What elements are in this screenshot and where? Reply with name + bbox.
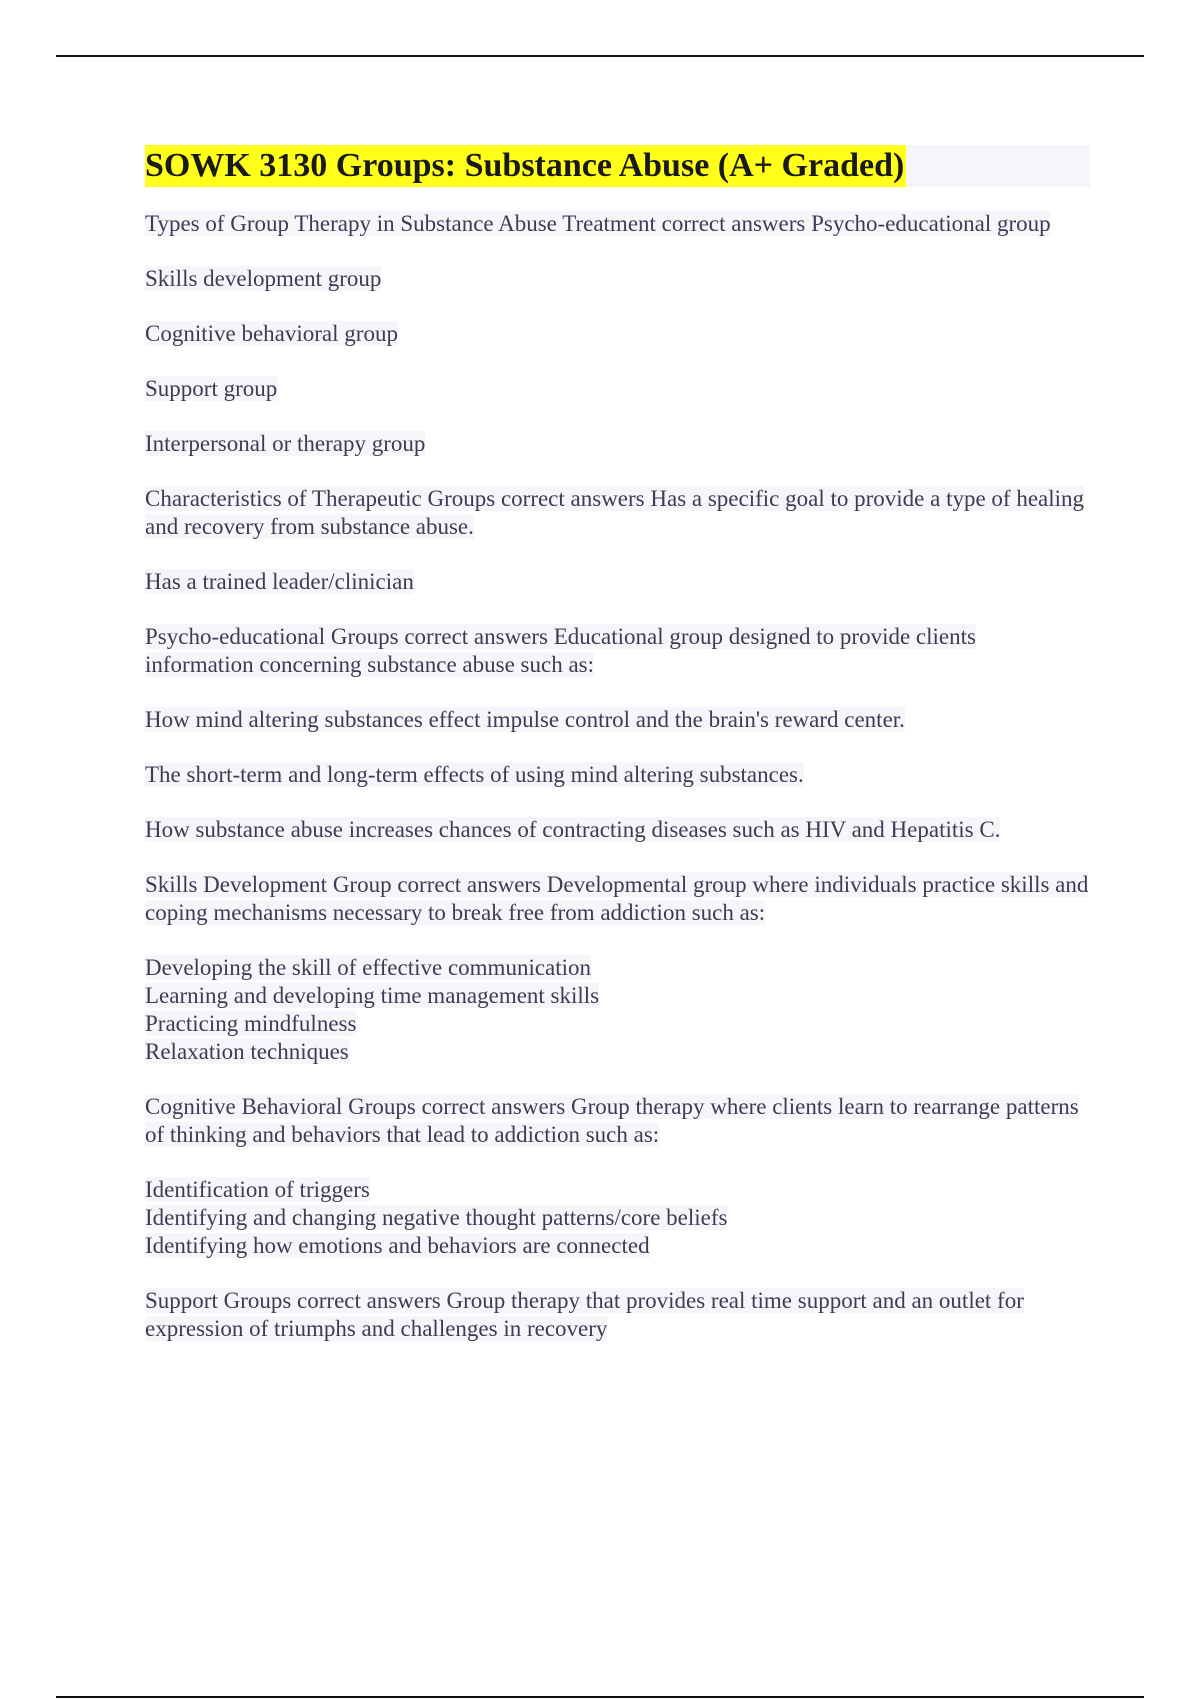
paragraph: Support group	[145, 376, 278, 401]
paragraph: Cognitive behavioral group	[145, 321, 398, 346]
skills-list	[145, 954, 1090, 1066]
paragraph: Types of Group Therapy in Substance Abuse Treatment correct answers Psycho-educational group	[145, 211, 1051, 236]
paragraph: How mind altering substances effect impulse control and the brain's reward center.	[145, 707, 905, 732]
document-title: SOWK 3130 Groups: Substance Abuse (A+ Graded)	[145, 145, 906, 187]
document-text	[145, 210, 1090, 1343]
paragraph: How substance abuse increases chances of contracting diseases such as HIV and Hepatitis C.	[145, 817, 1001, 842]
top-page-rule	[56, 55, 1144, 57]
paragraph: Skills development group	[145, 266, 382, 291]
paragraph: Characteristics of Therapeutic Groups correct answers Has a specific goal to provide a type of healing and recovery from substance abuse.	[145, 486, 1085, 539]
list-item: Learning and developing time management skills	[145, 983, 600, 1008]
paragraph: The short-term and long-term effects of using mind altering substances.	[145, 762, 804, 787]
paragraph: Interpersonal or therapy group	[145, 431, 426, 456]
list-item: Relaxation techniques	[145, 1039, 349, 1064]
document-body	[145, 145, 1090, 1370]
bottom-page-rule	[56, 1696, 1144, 1698]
list-item: Identification of triggers	[145, 1177, 370, 1202]
list-item: Practicing mindfulness	[145, 1011, 357, 1036]
list-item: Identifying and changing negative thought patterns/core beliefs	[145, 1205, 728, 1230]
cognitive-list	[145, 1176, 1090, 1260]
paragraph: Psycho-educational Groups correct answers Educational group designed to provide clients information concerning substance abuse such as:	[145, 624, 976, 677]
paragraph: Support Groups correct answers Group therapy that provides real time support and an outlet for expression of triumphs and challenges in recovery	[145, 1288, 1024, 1341]
paragraph: Skills Development Group correct answers Developmental group where individuals practice skills and coping mechanisms necessary to break free from addiction such as:	[145, 872, 1089, 925]
list-item: Developing the skill of effective communication	[145, 955, 592, 980]
paragraph: Has a trained leader/clinician	[145, 569, 414, 594]
list-item: Identifying how emotions and behaviors are connected	[145, 1233, 650, 1258]
paragraph: Cognitive Behavioral Groups correct answers Group therapy where clients learn to rearrange patterns of thinking and behaviors that lead to addiction such as:	[145, 1094, 1079, 1147]
title-band	[145, 145, 1090, 187]
